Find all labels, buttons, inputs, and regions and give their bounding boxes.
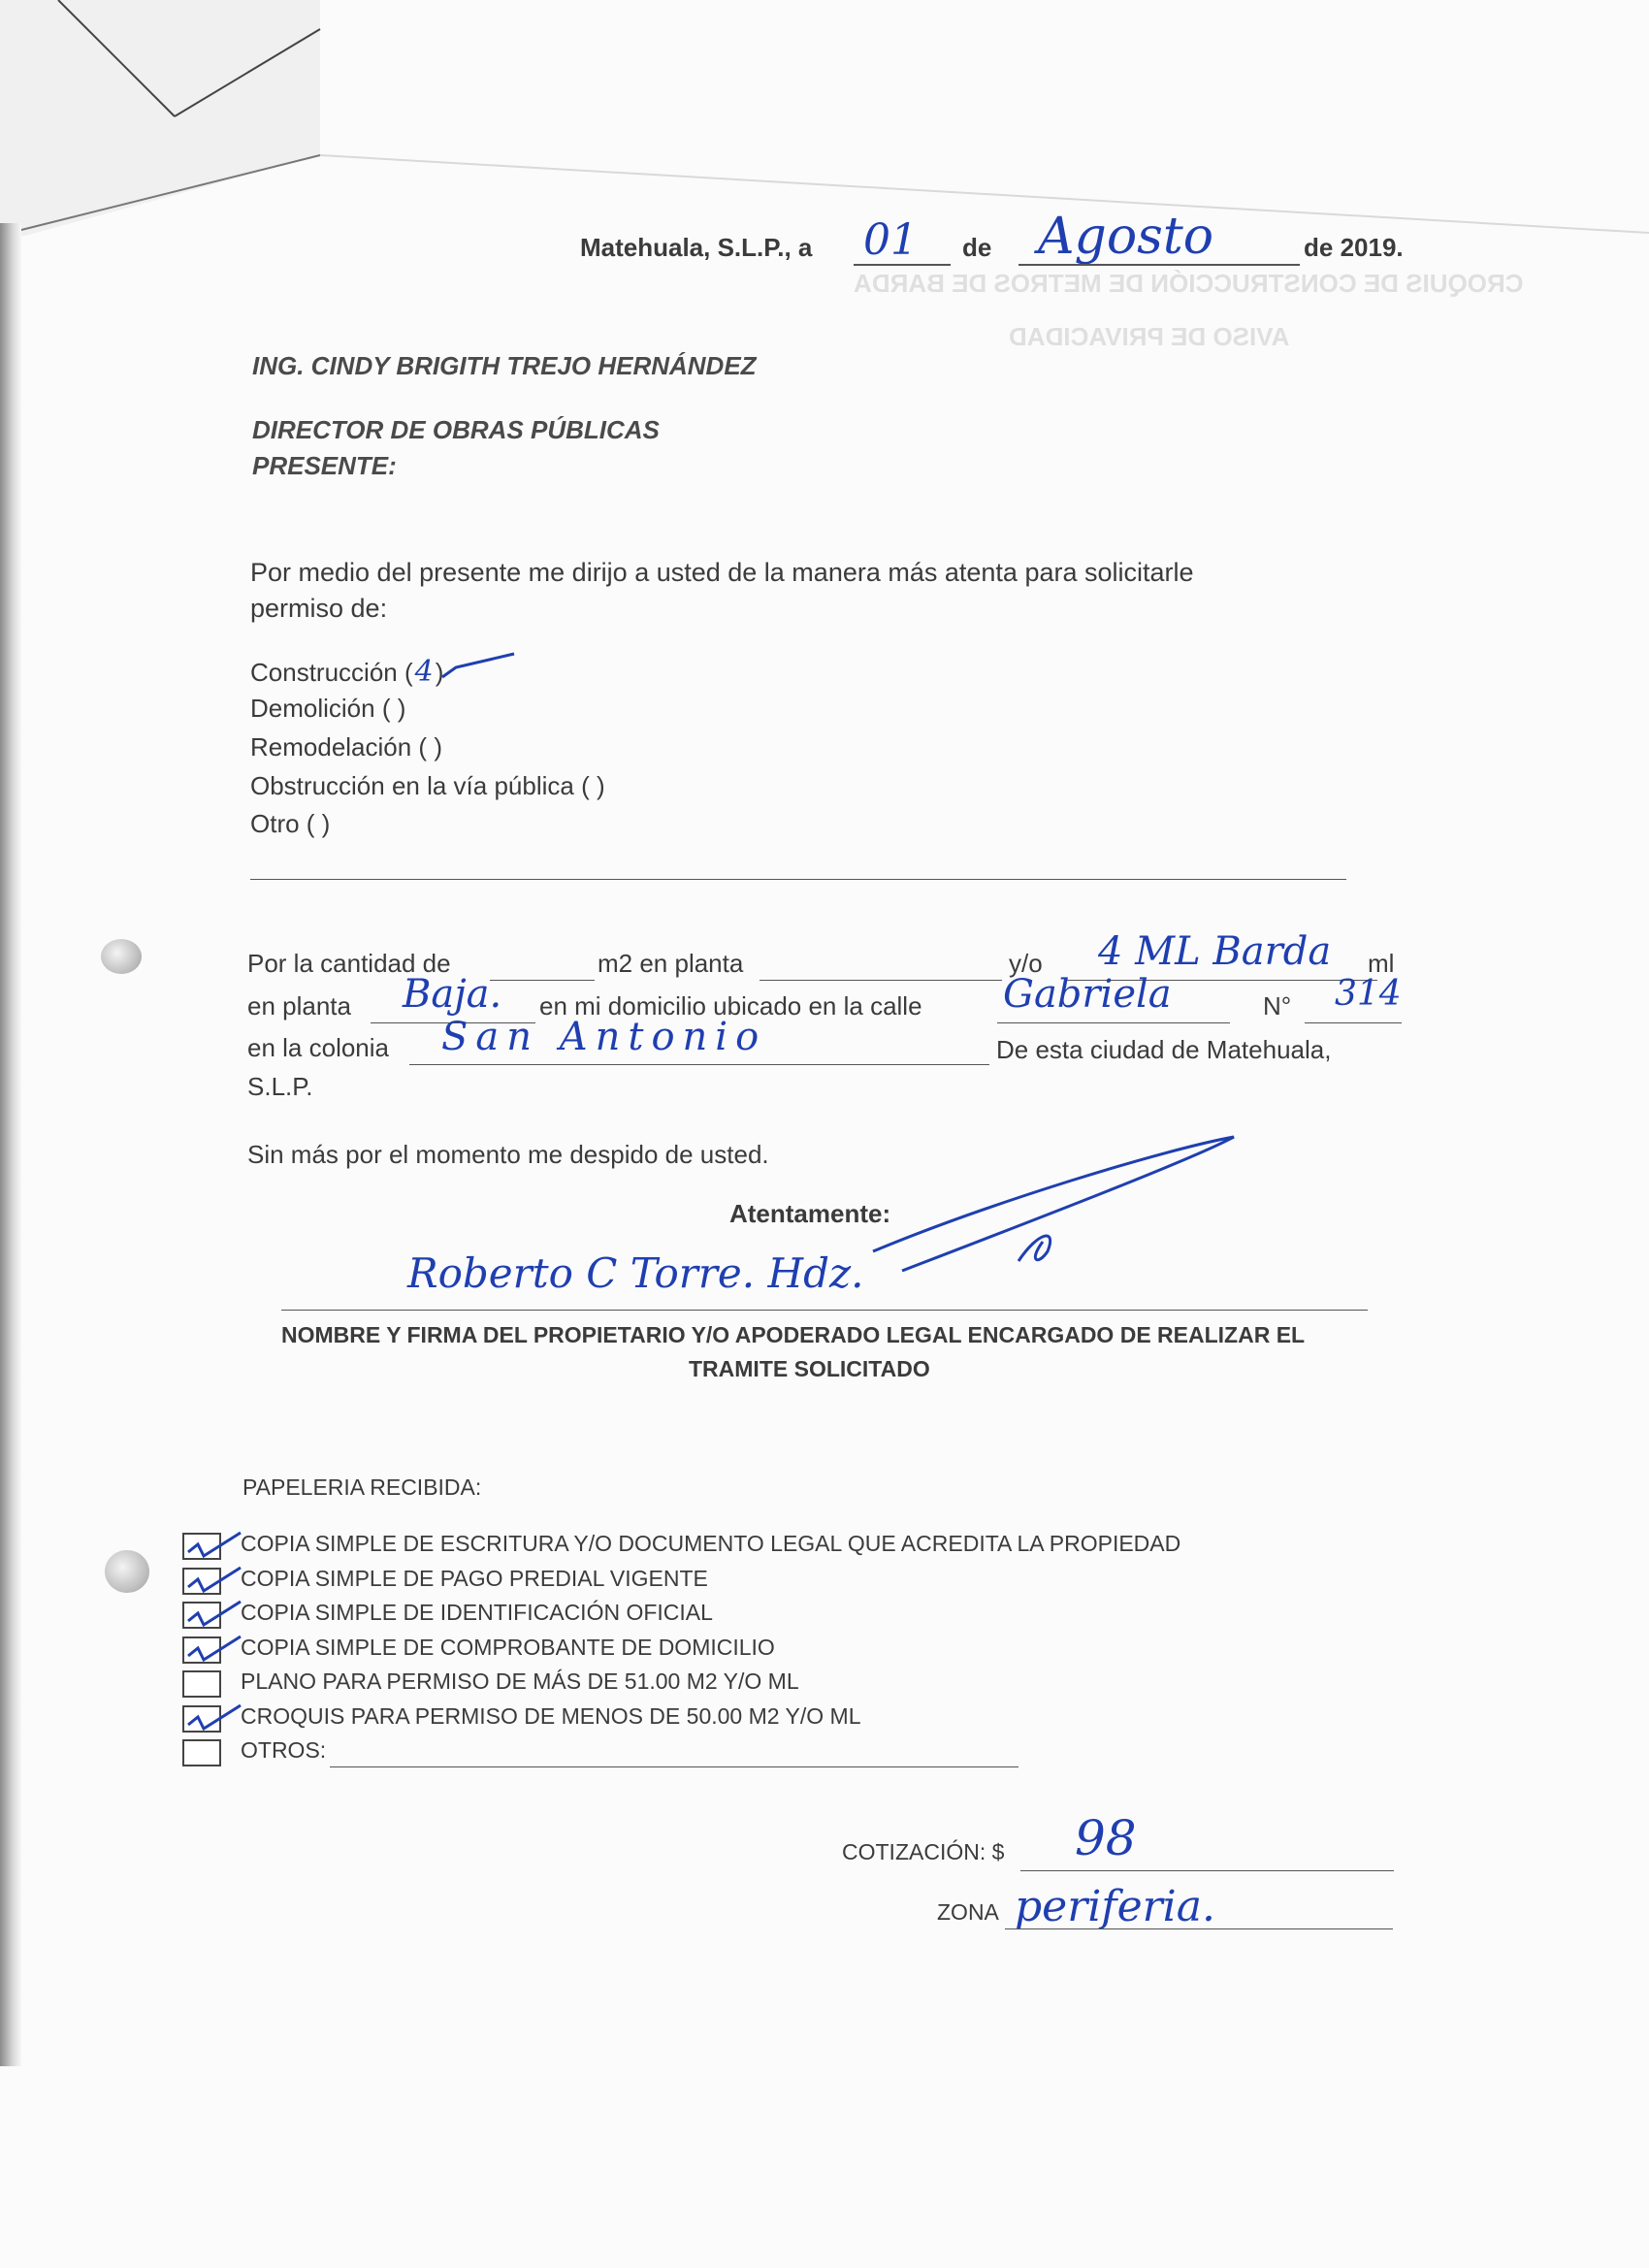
check-mark-icon (180, 1562, 248, 1601)
ml-value-handwritten: 4 ML Barda (1098, 929, 1332, 974)
day-underline (854, 264, 951, 266)
folded-corner (0, 0, 1649, 252)
papeleria-item-label: COPIA SIMPLE DE ESCRITURA Y/O DOCUMENTO LEGAL QUE ACREDITA LA PROPIEDAD (241, 1531, 1181, 1556)
numero-underline (1305, 1022, 1402, 1023)
option-otro: Otro ( ) (250, 809, 331, 838)
colonia-label: en la colonia (247, 1033, 389, 1062)
check-mark-icon (180, 1527, 248, 1566)
planta-blank (760, 980, 1002, 981)
cotizacion-value-handwritten: 98 (1075, 1810, 1137, 1866)
presente-label: PRESENTE: (252, 451, 397, 480)
m2-en-planta-label: m2 en planta (598, 949, 744, 978)
otros-underline (330, 1766, 1018, 1767)
zona-label: ZONA (937, 1899, 999, 1925)
option-construccion-label: Construcción ( (250, 658, 413, 687)
checked-checkbox[interactable] (182, 1533, 221, 1560)
en-planta-label: en planta (247, 991, 351, 1021)
cotizacion-label: COTIZACIÓN: $ (842, 1839, 1005, 1864)
signature-name-handwritten: Roberto C Torre. Hdz. (407, 1249, 864, 1297)
check-mark-icon (180, 1700, 248, 1738)
yo-label: y/o (1009, 949, 1043, 978)
papeleria-item-label: COPIA SIMPLE DE COMPROBANTE DE DOMICILIO (241, 1635, 775, 1660)
addressee-position: DIRECTOR DE OBRAS PÚBLICAS (252, 415, 660, 444)
page-edge-shadow (0, 223, 21, 2066)
check-mark-icon (180, 1596, 248, 1635)
papeleria-title: PAPELERIA RECIBIDA: (242, 1474, 482, 1500)
signature-caption-1: NOMBRE Y FIRMA DEL PROPIETARIO Y/O APODERADO LEGAL ENCARGADO DE REALIZAR EL (281, 1322, 1306, 1347)
checked-checkbox[interactable] (182, 1568, 221, 1595)
signature-caption-2: TRAMITE SOLICITADO (689, 1356, 930, 1381)
colonia-underline (409, 1064, 989, 1065)
checked-checkbox[interactable] (182, 1705, 221, 1733)
papeleria-item-label: PLANO PARA PERMISO DE MÁS DE 51.00 M2 Y/O ML (241, 1669, 799, 1694)
colonia-value-handwritten: San Antonio (441, 1015, 767, 1059)
punch-hole (105, 1550, 149, 1593)
calle-underline (997, 1022, 1230, 1023)
ml-unit: ml (1368, 949, 1395, 978)
zona-value-handwritten: periferia. (1015, 1882, 1215, 1931)
planta-value-handwritten: Baja. (403, 972, 502, 1017)
option-obstruccion: Obstrucción en la vía pública ( ) (250, 771, 605, 800)
option-construccion (250, 655, 443, 689)
cotizacion-underline (1020, 1870, 1394, 1871)
intro-line-2: permiso de: (250, 594, 388, 623)
papeleria-item-label: COPIA SIMPLE DE IDENTIFICACIÓN OFICIAL (241, 1600, 713, 1625)
construccion-mark-handwritten: 4 (414, 655, 434, 689)
atentamente-label: Atentamente: (729, 1199, 891, 1228)
checked-checkbox[interactable] (182, 1636, 221, 1664)
ciudad-label: De esta ciudad de Matehuala, (996, 1035, 1332, 1064)
date-de-label: de (962, 233, 992, 262)
papeleria-item-label: CROQUIS PARA PERMISO DE MENOS DE 50.00 M2 Y/O ML (241, 1703, 861, 1729)
domicilio-label: en mi domicilio ubicado en la calle (539, 991, 922, 1021)
date-year: de 2019. (1304, 233, 1404, 262)
show-through-heading: CROQUIS DE CONSTRUCCIÓN DE METROS DE BARDA (854, 269, 1524, 298)
por-cantidad-label: Por la cantidad de (247, 949, 451, 978)
empty-checkbox[interactable] (182, 1739, 221, 1766)
date-day-handwritten: 01 (863, 215, 918, 265)
intro-line-1: Por medio del presente me dirijo a usted de la manera más atenta para solicitarle (250, 558, 1194, 587)
option-construccion-close: ) (435, 658, 444, 687)
date-month-handwritten: Agosto (1038, 208, 1214, 266)
otro-underline (250, 879, 1346, 880)
signature-line (281, 1310, 1368, 1311)
calle-value-handwritten: Gabriela (1003, 972, 1172, 1017)
zona-underline (1005, 1928, 1393, 1929)
show-through-aviso: AVISO DE PRIVACIDAD (1009, 322, 1290, 351)
punch-hole (101, 939, 142, 974)
papeleria-item-label: COPIA SIMPLE DE PAGO PREDIAL VIGENTE (241, 1566, 708, 1591)
slp-label: S.L.P. (247, 1072, 313, 1101)
papeleria-item-label: OTROS: (241, 1737, 327, 1763)
numero-label: N° (1263, 991, 1292, 1021)
month-underline (1018, 264, 1300, 266)
checked-checkbox[interactable] (182, 1602, 221, 1629)
option-remodelacion: Remodelación ( ) (250, 732, 442, 761)
numero-value-handwritten: 314 (1335, 974, 1402, 1014)
option-demolicion: Demolición ( ) (250, 694, 406, 723)
empty-checkbox[interactable] (182, 1670, 221, 1698)
cantidad-blank (490, 980, 595, 981)
addressee-name: ING. CINDY BRIGITH TREJO HERNÁNDEZ (252, 351, 757, 380)
place-date-prefix: Matehuala, S.L.P., a (580, 233, 813, 262)
check-mark-icon (180, 1631, 248, 1669)
sin-mas-text: Sin más por el momento me despido de usted. (247, 1140, 769, 1169)
